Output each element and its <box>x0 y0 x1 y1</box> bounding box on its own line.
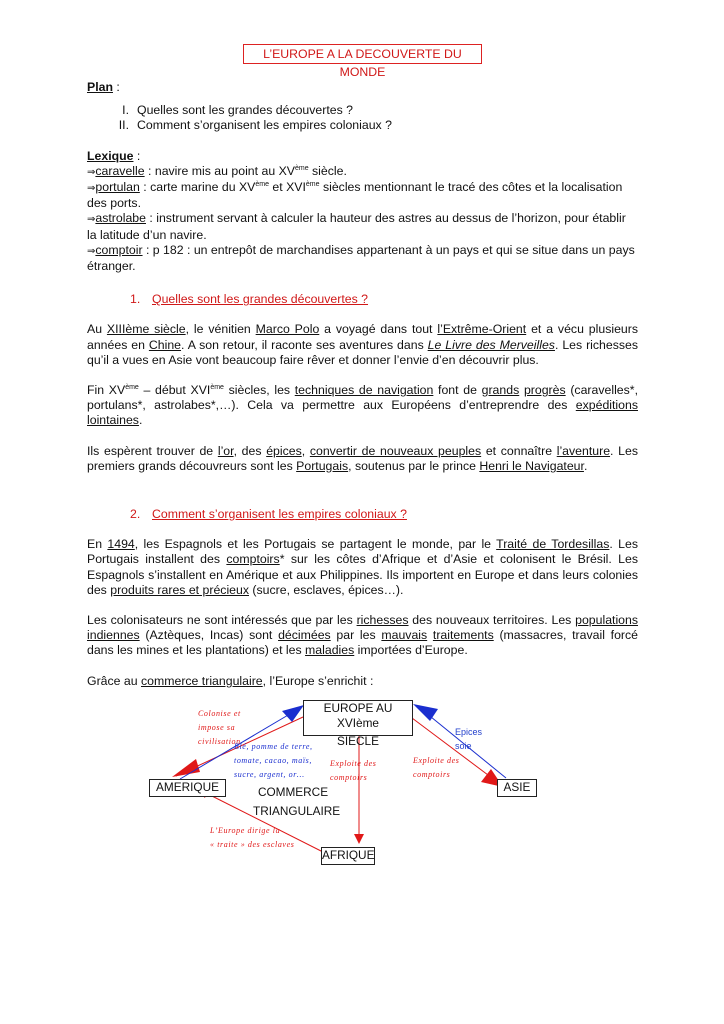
section-1-paragraph-3: Ils espèrent trouver de l’or, des épices, convertir de nouveaux peuples et connaître l’aventure. Les premiers grands découvreurs sont les Portugais, soutenus par le prince Henri le Navigateur. <box>87 443 638 473</box>
lexique-item-caravelle: ⇒caravelle : navire mis au point au XVème siècle. <box>87 163 347 178</box>
lexique-item-portulan: ⇒portulan : carte marine du XVème et XVIème siècles mentionnant le tracé des côtes et la localisation des ports. <box>87 180 623 211</box>
document-title: L’EUROPE A LA DECOUVERTE DU MONDE <box>243 44 482 64</box>
note-exploite-right: Exploite des comptoirs <box>413 756 460 779</box>
arrowhead-europe-left-blue <box>282 705 304 722</box>
note-colonise: Colonise et impose sa civilisation <box>198 709 241 746</box>
diagram-center-label: COMMERCE TRIANGULAIRE <box>253 785 341 818</box>
section-2-heading: 2. Comment s’organisent les empires coloniaux ? <box>130 507 407 522</box>
lexique-item-astrolabe: ⇒astrolabe : instrument servant à calculer la hauteur des astres au dessus de l’horizon, pour établir la latitude d’un navire. <box>87 211 626 242</box>
list-item: I. Quelles sont les grandes découvertes ? <box>122 103 354 118</box>
lexique-heading: Lexique : <box>87 148 141 163</box>
amerique-box: AMERIQUE <box>149 779 226 797</box>
section-2-paragraph-3: Grâce au commerce triangulaire, l’Europe s’enrichit : <box>87 673 374 688</box>
arrowhead-amerique-red <box>172 759 200 777</box>
section-1-paragraph-2: Fin XVème – début XVIème siècles, les techniques de navigation font de grands progrès (caravelles*, portulans*, astrolabes*,…). Cela va permettre aux Européens d’entreprendre des expéditions lointaines. <box>87 383 638 428</box>
arrow-bullet-icon: ⇒ <box>87 166 96 178</box>
section-2-paragraph-1: En 1494, les Espagnols et les Portugais se partagent le monde, par le Traité de Tordesillas. Les Portugais installent des comptoirs* sur les côtes d’Afrique et d’Asie et colonisent le Brésil. Les Espagnols s’installent en Amérique et aux Philippines. Ils importent en Europe et dans leurs colonies des produits rares et précieux (sucre, esclaves, épices…). <box>87 537 639 597</box>
plan-heading: Plan : <box>87 80 120 94</box>
triangular-trade-diagram <box>0 690 724 880</box>
note-exploite-left: Exploite des comptoirs <box>330 759 377 782</box>
arrow-bullet-icon: ⇒ <box>87 214 96 226</box>
asie-box: ASIE <box>497 779 537 797</box>
plan-list <box>87 103 638 133</box>
arrow-bullet-icon: ⇒ <box>87 245 96 257</box>
lexique-item-comptoir: ⇒comptoir : p 182 : un entrepôt de marchandises appartenant à un pays et qui se situe dans un pays étranger. <box>87 242 635 274</box>
europe-box: EUROPE AU XVIème SIECLE <box>303 700 413 736</box>
arrow-bullet-icon: ⇒ <box>87 183 96 195</box>
section-1-paragraph-1: Au XIIIème siècle, le vénitien Marco Polo a voyagé dans tout l’Extrême-Orient et a vécu plusieurs années en Chine. A son retour, il raconte ses aventures dans Le Livre des Merveilles. Les richesses qu’il a vues en Asie vont beaucoup faire rêver et donner l’envie d’en découvrir plus. <box>87 322 639 367</box>
note-traite: L’Europe dirige la « traite » des esclaves <box>210 826 295 849</box>
section-2-paragraph-2: Les colonisateurs ne sont intéressés que par les richesses des nouveaux territoires. Les populations indiennes (Aztèques, Incas) sont décimées par les mauvais traitements (massacres, travail forcé dans les mines et les plantations) et les maladies importées d’Europe. <box>87 613 639 658</box>
document-body <box>87 80 638 689</box>
list-item: II. Comment s’organisent les empires coloniaux ? <box>118 118 392 133</box>
afrique-box: AFRIQUE <box>321 847 375 865</box>
note-epices: Epices soie <box>455 727 483 751</box>
arrowhead-europe-right-blue <box>413 704 438 721</box>
section-1-heading: 1. Quelles sont les grandes découvertes ? <box>130 292 369 307</box>
note-produits: Blé, pomme de terre, tomate, cacao, maïs, sucre, argent, or… <box>234 742 313 779</box>
